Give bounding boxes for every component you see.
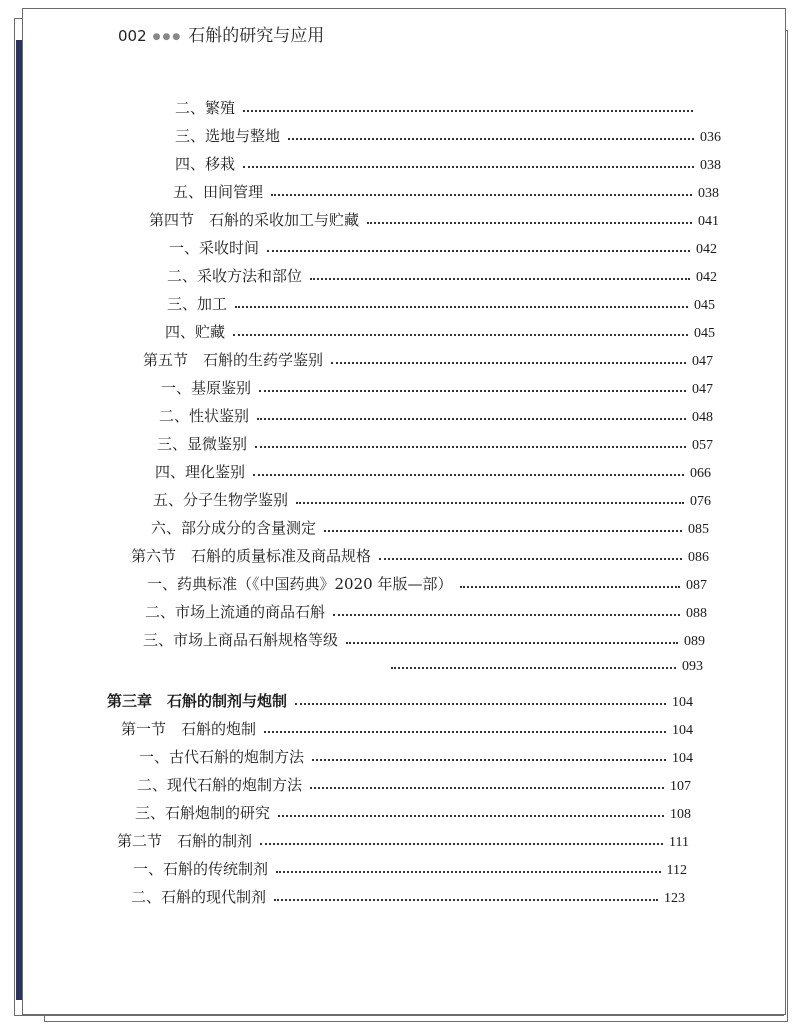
- toc-leader: [243, 110, 693, 112]
- toc-leader: [331, 362, 686, 364]
- toc-section-row: [131, 540, 709, 566]
- toc-row: [139, 741, 693, 767]
- toc-chapter-row: [107, 685, 693, 711]
- toc-page: 036: [700, 130, 721, 145]
- toc-page: 108: [670, 807, 691, 822]
- toc-page: 087: [686, 578, 707, 593]
- toc-leader: [296, 502, 684, 504]
- toc-page: 093: [682, 659, 703, 674]
- book-page: [22, 8, 786, 1015]
- toc-page: 104: [672, 723, 693, 738]
- toc-label: 第三章 石斛的制剂与炮制: [107, 692, 288, 710]
- toc-page: 086: [688, 550, 709, 565]
- header-dots: ●●●: [152, 31, 183, 42]
- toc-row: [383, 649, 703, 675]
- toc-leader: [233, 334, 688, 336]
- toc-page: 111: [669, 835, 689, 850]
- toc-page: 088: [686, 606, 707, 621]
- toc-row: [151, 512, 709, 538]
- toc-leader: [260, 843, 663, 845]
- toc-page: 045: [694, 298, 715, 313]
- toc-leader: [278, 815, 664, 817]
- toc-row: [161, 372, 713, 398]
- toc-page: 107: [670, 779, 691, 794]
- toc-label: 三、市场上商品石斛规格等级: [143, 631, 339, 649]
- toc-page: 076: [690, 494, 711, 509]
- toc-page: 047: [692, 382, 713, 397]
- toc-leader: [288, 138, 694, 140]
- toc-section-row: [143, 344, 713, 370]
- toc-page: 042: [696, 270, 717, 285]
- toc-label: 五、田间管理: [173, 183, 264, 201]
- toc-section-row: [117, 825, 689, 851]
- toc-leader: [295, 703, 666, 705]
- toc-label: 二、性状鉴别: [159, 407, 250, 425]
- toc-page: 057: [692, 438, 713, 453]
- toc-section-row: [149, 204, 719, 230]
- toc-label: 二、石斛的现代制剂: [131, 888, 267, 906]
- toc-leader: [255, 446, 686, 448]
- toc-label: 四、移栽: [175, 155, 236, 173]
- toc-row: [145, 596, 707, 622]
- toc-leader: [253, 474, 684, 476]
- toc-row: [157, 428, 713, 454]
- toc-label: 一、石斛的传统制剂: [133, 860, 269, 878]
- toc-leader: [243, 166, 694, 168]
- toc-leader: [274, 899, 658, 901]
- toc-row: [155, 456, 711, 482]
- toc-leader: [310, 787, 664, 789]
- toc-page: 038: [698, 186, 719, 201]
- toc-section-row: [121, 713, 693, 739]
- toc-row: [167, 260, 717, 286]
- toc-label: 第六节 石斛的质量标准及商品规格: [131, 547, 372, 565]
- toc-leader: [310, 278, 690, 280]
- toc-leader: [259, 390, 686, 392]
- toc-row: [133, 853, 687, 879]
- toc-leader: [367, 222, 692, 224]
- toc-leader: [267, 250, 690, 252]
- toc-row: [153, 484, 711, 510]
- toc-row: [165, 316, 715, 342]
- toc-row: [173, 176, 719, 202]
- toc-label: 第二节 石斛的制剂: [117, 832, 253, 850]
- toc-label: 三、选地与整地: [175, 127, 281, 145]
- toc-row: [147, 568, 707, 594]
- toc-label: 第一节 石斛的炮制: [121, 720, 257, 738]
- toc-leader: [257, 418, 686, 420]
- toc-label: 四、贮藏: [165, 323, 226, 341]
- toc-page: 047: [692, 354, 713, 369]
- toc-row: [137, 769, 691, 795]
- toc-page: 123: [664, 891, 685, 906]
- toc-label: 一、基原鉴别: [161, 379, 252, 397]
- toc-page: 038: [700, 158, 721, 173]
- toc-label: 二、繁殖: [175, 99, 236, 117]
- book-title: 石斛的研究与应用: [188, 26, 325, 46]
- toc-label: 一、采收时间: [169, 239, 260, 257]
- toc-leader: [346, 642, 678, 644]
- toc-row: [175, 92, 699, 118]
- toc-row: [167, 288, 715, 314]
- toc-row: [169, 232, 717, 258]
- toc-label: 二、现代石斛的炮制方法: [137, 776, 303, 794]
- toc-leader: [333, 614, 680, 616]
- toc-leader: [324, 530, 682, 532]
- toc-page: 045: [694, 326, 715, 341]
- toc-leader: [379, 558, 682, 560]
- toc-page: 104: [672, 695, 693, 710]
- toc-label: 二、市场上流通的商品石斛: [145, 603, 326, 621]
- toc-label: 五、分子生物学鉴别: [153, 491, 289, 509]
- toc-row: [135, 797, 691, 823]
- toc-label: 四、理化鉴别: [155, 463, 246, 481]
- toc-page: 104: [672, 751, 693, 766]
- toc-label: 第四节 石斛的采收加工与贮藏: [149, 211, 360, 229]
- toc-leader: [264, 731, 666, 733]
- toc-label: 三、加工: [167, 295, 228, 313]
- toc-row: [175, 120, 721, 146]
- toc-page: 048: [692, 410, 713, 425]
- toc-row: [143, 624, 705, 650]
- toc-row: [175, 148, 721, 174]
- page-header: [118, 21, 324, 46]
- toc-leader: [391, 667, 676, 669]
- toc-page: 112: [666, 863, 687, 878]
- toc-label: 三、石斛炮制的研究: [135, 804, 271, 822]
- toc-label: 三、显微鉴别: [157, 435, 248, 453]
- toc-leader: [271, 194, 692, 196]
- toc-page: 089: [684, 634, 705, 649]
- page-number: 002: [118, 27, 147, 45]
- toc-label: 一、古代石斛的炮制方法: [139, 748, 305, 766]
- toc-page: 042: [696, 242, 717, 257]
- toc-label: 六、部分成分的含量测定: [151, 519, 317, 537]
- toc-leader: [276, 871, 661, 873]
- toc-label: 二、采收方法和部位: [167, 267, 303, 285]
- toc-page: 041: [698, 214, 719, 229]
- toc-label: 第五节 石斛的生药学鉴别: [143, 351, 324, 369]
- toc-page: 085: [688, 522, 709, 537]
- toc-leader: [312, 759, 666, 761]
- toc-leader: [235, 306, 688, 308]
- toc-page: 066: [690, 466, 711, 481]
- toc-leader: [460, 586, 680, 588]
- toc-row: [131, 881, 685, 907]
- toc-label: 一、药典标准（《中国药典》2020 年版—部）: [147, 575, 453, 593]
- toc-row: [159, 400, 713, 426]
